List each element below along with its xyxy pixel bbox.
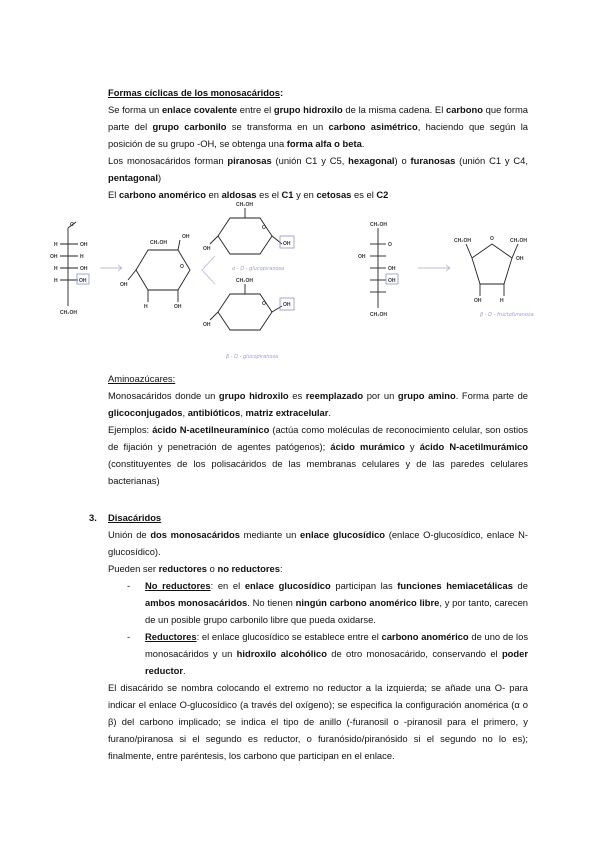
hydrogen-label: H [54,278,58,284]
text: entre el [237,104,274,115]
text: (constituyentes de los polisacáridos de las membranas celulares y de las paredes celulares bacterianas) [108,458,528,486]
text: Los monosacáridos forman [108,155,228,166]
text: : el enlace glucosídico se establece entre el [196,631,382,642]
hydroxyl-label: OH [283,302,291,308]
text: : [279,563,283,574]
text: participan las [330,580,398,591]
text: Unión de [108,529,151,540]
bullet-non-reducing [108,577,528,628]
paragraph-union [108,526,528,560]
bold-term: ningún carbono anomérico libre [295,597,440,608]
hydroxyl-label: OH [388,266,396,272]
oxygen-label: O [388,242,392,248]
bold-term: no reductores [217,563,280,574]
bold-term: carbono [445,104,483,115]
section-title [108,370,528,387]
oxygen-label: O [262,225,266,231]
bold-term: matriz extracelular [245,407,329,418]
title-colon: : [279,87,284,98]
ch2oh-label: CH₂OH [236,278,253,284]
bold-term: forma alfa o beta [286,138,362,149]
text: es el [256,189,282,200]
text: o [207,563,218,574]
linear-glucose-structure [60,222,89,306]
bold-term: aldosas [221,189,257,200]
bold-term: grupo hidroxilo [218,390,289,401]
text: en [205,189,222,200]
hydrogen-label: H [54,266,58,272]
text: de la misma cadena. El [342,104,446,115]
hydroxyl-label: OH [79,278,87,284]
hydroxyl-label: OH [80,266,88,272]
alpha-glucopyranose-structure [210,208,294,254]
bold-term: C1 [281,189,294,200]
bullet-dash: - [127,631,131,642]
ch2oh-label: CH₂OH [150,240,167,246]
paragraph-pyranose-furanose [108,152,528,186]
text: . Forma parte de [455,390,528,401]
bold-term: enlace glucosídico [300,529,386,540]
bullet-reducing [108,628,528,679]
bold-term: funciones hemiacetálicas [397,580,513,591]
bold-term: glicoconjugados [108,407,183,418]
hydroxyl-label: OH [120,282,128,288]
hydroxyl-label: OH [283,241,291,247]
title-text: Formas cíclicas de los monosacáridos [108,87,280,98]
bold-term: grupo carbonilo [152,121,227,132]
bold-term: hidroxilo alcohólico [236,648,327,659]
section-title [108,84,528,101]
section-amino-sugars [108,370,528,489]
hydroxyl-label: OH [474,298,482,304]
text: . [183,665,186,676]
ch2oh-label: CH₂OH [510,238,527,244]
hydroxyl-label: OH [388,278,396,284]
hydrogen-label: H [500,298,504,304]
bold-term: Reductores [145,631,197,642]
section-number: 3. [89,512,97,523]
text: de [512,580,528,591]
bold-term: grupo hidroxilo [273,104,343,115]
text: y en [293,189,317,200]
hydroxyl-label: OH [358,254,366,260]
text: de otro monosacárido, conservando el [326,648,502,659]
ch2oh-label: CH₂OH [370,222,387,228]
hydrogen-label: H [54,242,58,248]
text: es el [351,189,377,200]
section-disaccharides [108,509,528,764]
bold-term: carbono anomérico [118,189,206,200]
text: Se forma un [108,104,162,115]
bold-term: hexagonal [348,155,395,166]
bold-term: cetosas [316,189,352,200]
hydroxyl-label: OH [50,254,58,260]
text: Ejemplos: [108,424,153,435]
bullet-dash: - [127,580,131,591]
hydroxyl-label: OH [174,304,182,310]
oxygen-label: O [70,222,74,228]
cyclization-figure [40,198,560,363]
oxygen-label: O [490,236,494,242]
intermediate-ring-structure [128,240,190,302]
bold-term: ácido N-acetilneuramínico [152,424,270,435]
bold-term: carbono anomérico [381,631,469,642]
text: El [108,189,119,200]
ch2oh-label: CH₂OH [454,238,471,244]
bold-term: ácido N-acetilmurámico [419,441,528,452]
bold-term: C2 [376,189,389,200]
beta-glucopyranose-label: β - D - glucopiranosa [226,354,279,360]
text: ) [158,172,162,183]
text: por un [363,390,398,401]
hydroxyl-label: OH [203,322,211,328]
section-title [108,509,528,526]
bold-term: furanosas [410,155,456,166]
bold-term: pentagonal [108,172,159,183]
paragraph-covalent-bond [108,101,528,152]
section-cyclic-forms [108,84,528,203]
text: . [328,407,331,418]
text: mediante un [239,529,301,540]
bold-term: dos monosacáridos [150,529,240,540]
bold-term: poder reductor [145,648,528,676]
ch2oh-label: CH₂OH [60,310,77,316]
bold-term: ácido murámico [330,441,405,452]
text: de uno de los monosacáridos y un [145,631,529,659]
hydrogen-label: H [144,304,148,310]
text: Pueden ser [108,563,159,574]
ch2oh-label: CH₂OH [370,312,387,318]
text: . No tienen [247,597,296,608]
hydroxyl-label: OH [80,242,88,248]
beta-fructofuranose-label: β - D - fructofuranosa [480,312,534,318]
text: ) o [394,155,411,166]
oxygen-label: O [262,301,266,307]
alpha-glucopyranose-label: α - D - glucopiranosa [232,266,285,272]
text: y [404,441,420,452]
text: (enlace O-glucosídico, enlace N-glucosídico). [108,529,528,557]
bold-term: No reductores [145,580,211,591]
text: es [288,390,306,401]
hydroxyl-label: OH [203,246,211,252]
paragraph-reducers [108,560,528,577]
paragraph-amino-examples [108,421,528,489]
bold-term: enlace covalente [161,104,238,115]
text: , y por tanto, carecen de un posible grupo carbonilo libre que pueda oxidarse. [145,597,528,625]
oxygen-label: O [180,264,184,270]
text: . [361,138,365,149]
text: , [240,407,246,418]
paragraph-naming: El disacárido se nombra colocando el extremo no reductor a la izquierda; se añade una O- para indicar el enlace O-glucosídico (a través del oxígeno); se especifica la configuración anomérica (α o β) del carbono implicado; se indica el tipo de anillo (-furanosil o -piranosil para el primero, y furano/piranosa si el segundo es reductor, o furanósido/piranósido si el segundo no lo es); finalmente, entre paréntesis, los carbono que participan en el enlace. [108,682,528,761]
text: que forma parte del [108,104,528,132]
text: (unión C1 y C4, [455,155,528,166]
beta-glucopyranose-structure [210,284,294,330]
bold-term: enlace glucosídico [244,580,331,591]
title-text: Aminoazúcares: [108,373,176,384]
text: , haciendo que según la posición de su grupo -OH, se obtenga una [108,121,528,149]
text: , [182,407,188,418]
beta-fructofuranose-structure [466,244,518,296]
hydroxyl-label: OH [516,256,524,262]
title-text: Disacáridos [108,512,162,523]
text: (unión C1 y C5, [271,155,349,166]
bold-term: ambos monosacáridos [145,597,248,608]
bold-term: reemplazado [305,390,364,401]
bold-term: carbono asimétrico [328,121,418,132]
bold-term: piranosas [227,155,272,166]
ch2oh-label: CH₂OH [236,202,253,208]
text: Monosacáridos donde un [108,390,219,401]
text: se transforma en un [226,121,329,132]
bold-term: reductores [158,563,208,574]
text: (actúa como moléculas de reconocimiento celular, son ostios de fijación y penetración de agentes patógenos); [108,424,528,452]
text: : en el [210,580,245,591]
hydrogen-label: H [80,254,84,260]
paragraph-amino-definition [108,387,528,421]
bold-term: grupo amino [397,390,456,401]
hydroxyl-label: OH [182,234,190,240]
bold-term: antibióticos [187,407,241,418]
